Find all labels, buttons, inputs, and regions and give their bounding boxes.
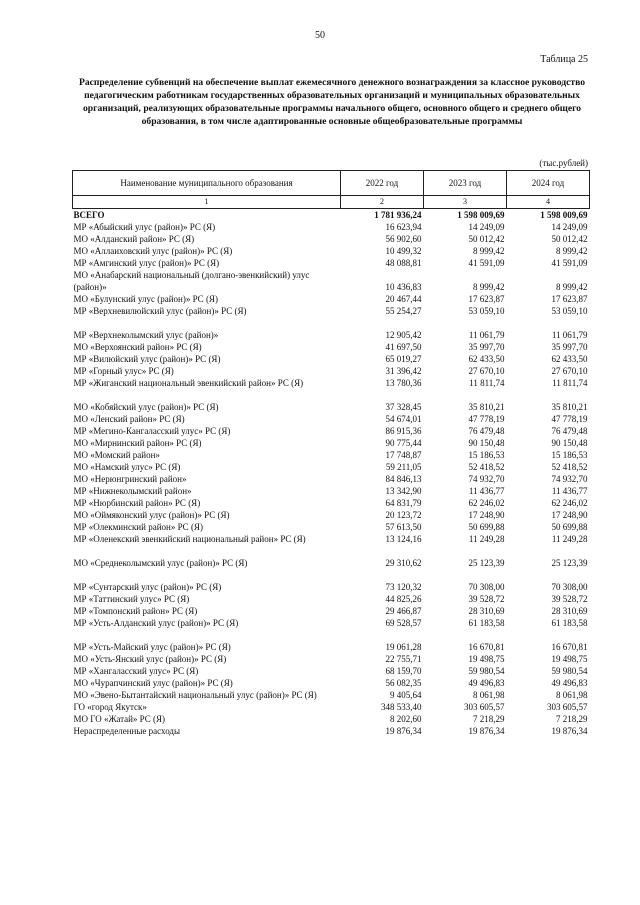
column-header-2023: 2023 год <box>424 171 507 196</box>
table-row <box>73 341 590 353</box>
table-row <box>73 461 590 473</box>
total-row <box>73 209 590 222</box>
table-row <box>73 701 590 713</box>
table-row <box>73 677 590 689</box>
value-2024: 11 249,28 <box>551 534 588 544</box>
value-2023: 16 670,81 <box>468 642 505 652</box>
value-2023: 8 999,42 <box>473 246 505 256</box>
value-2022: 64 831,79 <box>385 498 422 508</box>
value-2022: 41 697,50 <box>385 342 422 352</box>
value-2024: 41 591,09 <box>551 258 588 268</box>
table-row <box>73 557 590 569</box>
value-2024: 59 980,54 <box>551 666 588 676</box>
value-2024: 76 479,48 <box>551 426 588 436</box>
value-2023: 90 150,48 <box>468 438 505 448</box>
table-row <box>73 413 590 425</box>
municipality-name: МО «Эвено-Бытантайский национальный улус (район)» РС (Я) <box>73 690 317 700</box>
value-2024: 11 811,74 <box>552 378 588 388</box>
municipality-name: МО «Усть-Янский улус (район)» РС (Я) <box>73 654 227 664</box>
value-2022: 348 533,40 <box>381 702 422 712</box>
table-row <box>73 305 590 317</box>
value-2022: 69 528,57 <box>385 618 422 628</box>
municipality-name: МО «Намский улус» РС (Я) <box>73 462 181 472</box>
municipality-name: МО «Нерюнгринский район» <box>73 474 187 484</box>
table-row <box>73 293 590 305</box>
column-number: 2 <box>341 196 424 209</box>
value-2022: 13 342,90 <box>385 486 422 496</box>
municipality-name: МО «Анабарский национальный (долгано-эвенкийский) улус (район)» <box>73 270 310 292</box>
value-2022: 54 674,01 <box>385 414 422 424</box>
value-2023: 70 308,00 <box>468 582 505 592</box>
value-2024: 47 778,19 <box>551 414 588 424</box>
value-2023: 1 598 009,69 <box>457 210 505 220</box>
value-2024: 53 059,10 <box>551 306 588 316</box>
spacer-row <box>73 317 590 329</box>
value-2022: 17 748,87 <box>385 450 422 460</box>
table-row <box>73 269 590 293</box>
value-2024: 11 436,77 <box>551 486 588 496</box>
table-row <box>73 377 590 389</box>
value-2024: 25 123,39 <box>551 558 588 568</box>
value-2022: 57 613,50 <box>385 522 422 532</box>
table-row <box>73 581 590 593</box>
table-row <box>73 257 590 269</box>
municipality-name: МР «Верхнеколымский улус (район)» <box>73 330 219 340</box>
table-row <box>73 521 590 533</box>
value-2023: 62 246,02 <box>468 498 505 508</box>
value-2023: 25 123,39 <box>468 558 505 568</box>
table-row <box>73 725 590 737</box>
value-2024: 50 699,88 <box>551 522 588 532</box>
spacer-row <box>73 545 590 557</box>
value-2022: 20 123,72 <box>385 510 422 520</box>
value-2023: 52 418,52 <box>468 462 505 472</box>
value-2022: 10 436,83 <box>385 282 422 292</box>
value-2022: 56 902,60 <box>385 234 422 244</box>
column-header-2022: 2022 год <box>341 171 424 196</box>
value-2024: 8 061,98 <box>556 690 588 700</box>
value-2023: 11 436,77 <box>468 486 505 496</box>
value-2024: 62 433,50 <box>551 354 588 364</box>
value-2024: 90 150,48 <box>551 438 588 448</box>
table-row <box>73 641 590 653</box>
municipality-name: МР «Нюрбинский район» РС (Я) <box>73 498 201 508</box>
spacer-row <box>73 629 590 641</box>
municipality-name: МО «Чурапчинский улус (район)» РС (Я) <box>73 678 233 688</box>
value-2024: 52 418,52 <box>551 462 588 472</box>
table-row <box>73 485 590 497</box>
value-2023: 303 605,57 <box>464 702 505 712</box>
value-2022: 9 405,64 <box>390 690 422 700</box>
value-2024: 28 310,69 <box>551 606 588 616</box>
value-2023: 39 528,72 <box>468 594 505 604</box>
value-2022: 13 780,36 <box>385 378 422 388</box>
table-row <box>73 449 590 461</box>
table-row <box>73 437 590 449</box>
value-2022: 44 825,26 <box>385 594 422 604</box>
value-2022: 22 755,71 <box>385 654 422 664</box>
table-row <box>73 605 590 617</box>
value-2022: 12 905,42 <box>385 330 422 340</box>
value-2024: 35 810,21 <box>551 402 588 412</box>
table-row <box>73 365 590 377</box>
value-2022: 16 623,94 <box>385 222 422 232</box>
table-label: Таблица 25 <box>540 54 588 65</box>
value-2023: 27 670,10 <box>468 366 505 376</box>
municipality-name: МР «Верхневилюйский улус (район)» РС (Я) <box>73 306 247 316</box>
value-2024: 62 246,02 <box>551 498 588 508</box>
value-2023: 11 249,28 <box>468 534 505 544</box>
value-2022: 84 846,13 <box>385 474 422 484</box>
value-2022: 20 467,44 <box>385 294 422 304</box>
value-2024: 70 308,00 <box>551 582 588 592</box>
value-2022: 55 254,27 <box>385 306 422 316</box>
value-2024: 15 186,53 <box>551 450 588 460</box>
municipality-name: МР «Сунтарский улус (район)» РС (Я) <box>73 582 222 592</box>
municipality-name: МР «Вилюйский улус (район)» РС (Я) <box>73 354 221 364</box>
table-row <box>73 653 590 665</box>
municipality-name: МР «Горный улус» РС (Я) <box>73 366 174 376</box>
municipality-name: МР «Таттинский улус» РС (Я) <box>73 594 190 604</box>
value-2024: 16 670,81 <box>551 642 588 652</box>
municipality-name: МР «Усть-Майский улус (район)» РС (Я) <box>73 642 231 652</box>
value-2023: 8 061,98 <box>473 690 505 700</box>
value-2024: 49 496,83 <box>551 678 588 688</box>
value-2023: 8 999,42 <box>473 282 505 292</box>
table-row <box>73 473 590 485</box>
value-2024: 11 061,79 <box>551 330 588 340</box>
table-header-row <box>73 171 590 196</box>
value-2023: 11 811,74 <box>469 378 505 388</box>
value-2023: 19 498,75 <box>468 654 505 664</box>
value-2023: 11 061,79 <box>468 330 505 340</box>
table-row <box>73 401 590 413</box>
column-number: 3 <box>424 196 507 209</box>
table-row <box>73 497 590 509</box>
column-header-2024: 2024 год <box>507 171 590 196</box>
table-row <box>73 665 590 677</box>
value-2022: 31 396,42 <box>385 366 422 376</box>
value-2024: 17 248,90 <box>551 510 588 520</box>
municipality-name: МР «Абыйский улус (район)» РС (Я) <box>73 222 216 232</box>
table-row <box>73 245 590 257</box>
municipality-name: МО «Момский район» <box>73 450 160 460</box>
municipality-name: МО «Кобяйский улус (район)» РС (Я) <box>73 402 219 412</box>
table-row <box>73 329 590 341</box>
table-row <box>73 221 590 233</box>
value-2024: 303 605,57 <box>547 702 588 712</box>
value-2024: 19 498,75 <box>551 654 588 664</box>
value-2022: 48 088,81 <box>385 258 422 268</box>
value-2023: 41 591,09 <box>468 258 505 268</box>
municipality-name: МР «Мегино-Кангаласский улус» РС (Я) <box>73 426 231 436</box>
page-number: 50 <box>315 30 325 41</box>
municipality-name: МО «Оймяконский улус (район)» РС (Я) <box>73 510 230 520</box>
table-row <box>73 689 590 701</box>
spacer-row <box>73 569 590 581</box>
value-2023: 35 997,70 <box>468 342 505 352</box>
municipality-name: МО «Верхоянский район» РС (Я) <box>73 342 202 352</box>
value-2023: 74 932,70 <box>468 474 505 484</box>
value-2022: 90 775,44 <box>385 438 422 448</box>
table-row <box>73 593 590 605</box>
value-2022: 1 781 936,24 <box>374 210 422 220</box>
value-2022: 65 019,27 <box>385 354 422 364</box>
value-2024: 35 997,70 <box>551 342 588 352</box>
municipality-name: МО «Мирнинский район» РС (Я) <box>73 438 202 448</box>
document-title: Распределение субвенций на обеспечение выплат ежемесячного денежного вознаграждения за классное руководство педагогическим работникам государственных образовательных организаций и муниципальных образовательных организаций, реализующих образовательные программы начального общего, основного общего и среднего общего образования, в том числе адаптированные основные общеобразовательные программы <box>78 77 586 127</box>
municipality-name: Нераспределенные расходы <box>73 726 181 736</box>
value-2023: 19 876,34 <box>468 726 505 736</box>
value-2023: 17 623,87 <box>468 294 505 304</box>
municipality-name: МР «Томпонский район» РС (Я) <box>73 606 198 616</box>
municipality-name: ВСЕГО <box>73 210 105 220</box>
table-body <box>73 209 590 738</box>
value-2024: 61 183,58 <box>551 618 588 628</box>
municipality-name: МО «Среднеколымский улус (район)» РС (Я) <box>73 558 248 568</box>
value-2022: 86 915,36 <box>385 426 422 436</box>
table-row <box>73 533 590 545</box>
value-2022: 68 159,70 <box>385 666 422 676</box>
value-2023: 35 810,21 <box>468 402 505 412</box>
table-row <box>73 509 590 521</box>
table-row <box>73 425 590 437</box>
column-number: 1 <box>73 196 341 209</box>
municipality-name: МР «Нижнеколымский район» <box>73 486 192 496</box>
municipality-name: МР «Хангаласский улус» РС (Я) <box>73 666 199 676</box>
municipality-name: МО «Алданский район» РС (Я) <box>73 234 195 244</box>
table-row <box>73 617 590 629</box>
table-row <box>73 713 590 725</box>
value-2024: 17 623,87 <box>551 294 588 304</box>
municipality-name: МО «Булунский улус (район)» РС (Я) <box>73 294 218 304</box>
value-2022: 8 202,60 <box>390 714 422 724</box>
subsidy-table <box>72 170 590 737</box>
value-2024: 1 598 009,69 <box>540 210 588 220</box>
municipality-name: МР «Амгинский улус (район)» РС (Я) <box>73 258 220 268</box>
spacer-row <box>73 389 590 401</box>
column-number-row <box>73 196 590 209</box>
value-2022: 29 466,87 <box>385 606 422 616</box>
value-2022: 10 499,32 <box>385 246 422 256</box>
value-2024: 74 932,70 <box>551 474 588 484</box>
value-2023: 50 012,42 <box>468 234 505 244</box>
municipality-name: ГО «город Якутск» <box>73 702 147 712</box>
municipality-name: МО «Аллаиховский улус (район)» РС (Я) <box>73 246 233 256</box>
value-2022: 13 124,16 <box>385 534 422 544</box>
value-2023: 61 183,58 <box>468 618 505 628</box>
table-row <box>73 353 590 365</box>
value-2024: 8 999,42 <box>556 246 588 256</box>
value-2023: 59 980,54 <box>468 666 505 676</box>
value-2023: 76 479,48 <box>468 426 505 436</box>
value-2024: 7 218,29 <box>556 714 588 724</box>
column-header-name: Наименование муниципального образования <box>73 171 341 196</box>
value-2023: 50 699,88 <box>468 522 505 532</box>
value-2023: 17 248,90 <box>468 510 505 520</box>
value-2023: 28 310,69 <box>468 606 505 616</box>
value-2023: 49 496,83 <box>468 678 505 688</box>
value-2024: 8 999,42 <box>556 282 588 292</box>
table-row <box>73 233 590 245</box>
value-2023: 62 433,50 <box>468 354 505 364</box>
municipality-name: МР «Оленекский эвенкийский национальный район» РС (Я) <box>73 534 306 544</box>
value-2024: 14 249,09 <box>551 222 588 232</box>
municipality-name: МР «Жиганский национальный эвенкийский район» РС (Я) <box>73 378 304 388</box>
value-2022: 59 211,05 <box>385 462 422 472</box>
value-2024: 19 876,34 <box>551 726 588 736</box>
value-2022: 37 328,45 <box>385 402 422 412</box>
value-2022: 73 120,32 <box>385 582 422 592</box>
value-2022: 56 082,35 <box>385 678 422 688</box>
value-2022: 19 061,28 <box>385 642 422 652</box>
value-2023: 14 249,09 <box>468 222 505 232</box>
municipality-name: МО ГО «Жатай» РС (Я) <box>73 714 166 724</box>
value-2024: 50 012,42 <box>551 234 588 244</box>
value-2023: 53 059,10 <box>468 306 505 316</box>
value-2023: 7 218,29 <box>473 714 505 724</box>
value-2022: 29 310,62 <box>385 558 422 568</box>
value-2023: 47 778,19 <box>468 414 505 424</box>
column-number: 4 <box>507 196 590 209</box>
municipality-name: МО «Ленский район» РС (Я) <box>73 414 185 424</box>
units-label: (тыс.рублей) <box>539 158 588 168</box>
municipality-name: МР «Усть-Алданский улус (район)» РС (Я) <box>73 618 239 628</box>
municipality-name: МР «Олекминский район» РС (Я) <box>73 522 203 532</box>
value-2022: 19 876,34 <box>385 726 422 736</box>
value-2024: 39 528,72 <box>551 594 588 604</box>
value-2024: 27 670,10 <box>551 366 588 376</box>
value-2023: 15 186,53 <box>468 450 505 460</box>
